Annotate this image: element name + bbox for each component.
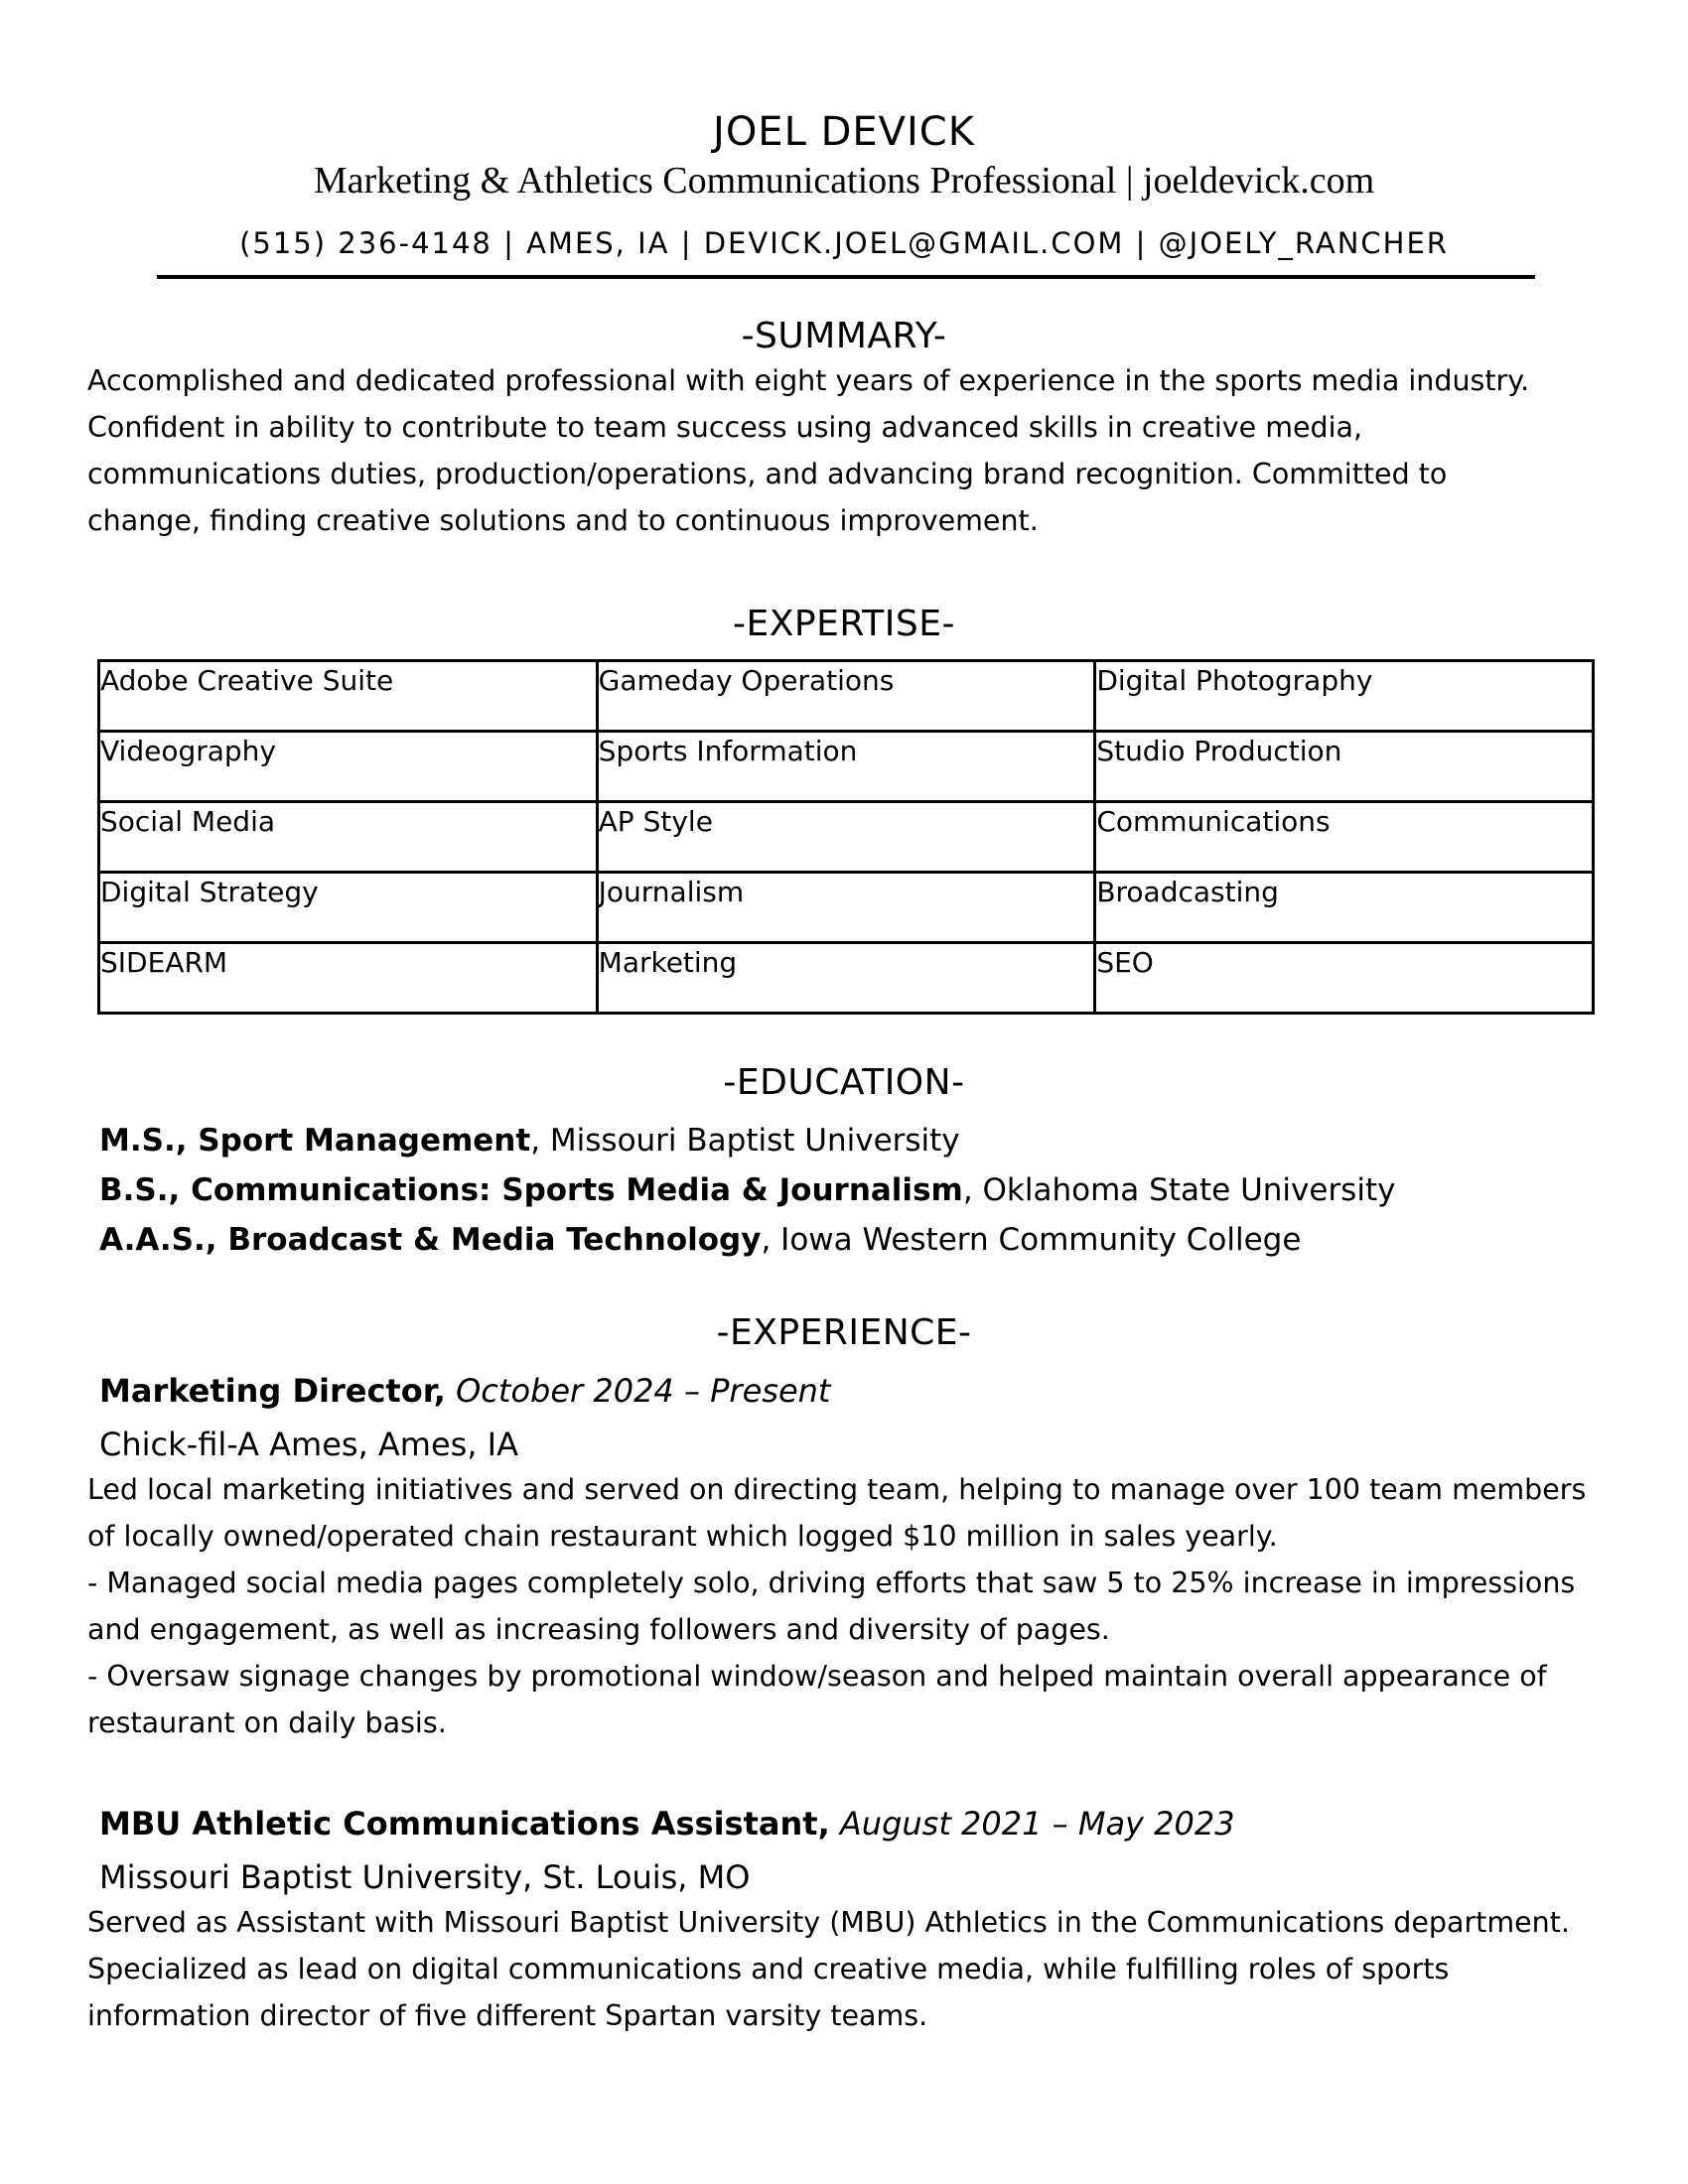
education-entry bbox=[99, 1116, 1628, 1165]
job-description bbox=[87, 1466, 1617, 1746]
table-cell: SIDEARM bbox=[99, 943, 598, 1014]
job-title bbox=[99, 1372, 1628, 1410]
job-line: and engagement, as well as increasing followers and diversity of pages. bbox=[87, 1613, 1110, 1646]
table-cell: Digital Photography bbox=[1095, 661, 1594, 732]
table-cell: Communications bbox=[1095, 802, 1594, 873]
experience-heading: -EXPERIENCE- bbox=[716, 1312, 972, 1353]
job-line: Served as Assistant with Missouri Baptist University (MBU) Athletics in the Communications department. bbox=[87, 1906, 1570, 1939]
degree: A.A.S., Broadcast & Media Technology bbox=[99, 1222, 762, 1258]
table-cell: Gameday Operations bbox=[597, 661, 1095, 732]
expertise-heading: -EXPERTISE- bbox=[733, 604, 955, 644]
school: , Oklahoma State University bbox=[962, 1172, 1396, 1208]
table-cell: Social Media bbox=[99, 802, 598, 873]
table-cell: Videography bbox=[99, 732, 598, 802]
summary-heading: -SUMMARY- bbox=[741, 316, 947, 356]
job-line: - Oversaw signage changes by promotional window/season and helped maintain overall appearance of bbox=[87, 1660, 1547, 1693]
table-cell: SEO bbox=[1095, 943, 1594, 1014]
job-role: Marketing Director, bbox=[99, 1372, 446, 1410]
table-cell: Adobe Creative Suite bbox=[99, 661, 598, 732]
job-line: - Managed social media pages completely solo, driving efforts that saw 5 to 25% increase in impressions bbox=[87, 1567, 1576, 1599]
resume-tagline: Marketing & Athletics Communications Professional | joeldevick.com bbox=[313, 160, 1375, 202]
degree: B.S., Communications: Sports Media & Journalism bbox=[99, 1172, 963, 1208]
degree: M.S., Sport Management bbox=[99, 1123, 531, 1159]
education-heading: -EDUCATION- bbox=[723, 1062, 965, 1103]
table-row bbox=[99, 661, 1594, 732]
job-organization: Chick-fil-A Ames, Ames, IA bbox=[99, 1426, 518, 1463]
job-organization: Missouri Baptist University, St. Louis, MO bbox=[99, 1858, 751, 1896]
summary-text bbox=[87, 357, 1617, 544]
job-line: Led local marketing initiatives and served on directing team, helping to manage over 100 team members bbox=[87, 1473, 1587, 1506]
education-list bbox=[99, 1116, 1628, 1265]
resume-name: JOEL DEVICK bbox=[713, 109, 975, 155]
job-dates: October 2024 – Present bbox=[445, 1372, 831, 1410]
contact-line: (515) 236-4148 | AMES, IA | DEVICK.JOEL@GMAIL.COM | @JOELY_RANCHER bbox=[239, 226, 1449, 260]
summary-line: communications duties, production/operations, and advancing brand recognition. Committed to bbox=[87, 458, 1448, 490]
table-row bbox=[99, 873, 1594, 943]
job-description bbox=[87, 1899, 1617, 2039]
expertise-table bbox=[97, 659, 1595, 1015]
table-cell: Sports Information bbox=[597, 732, 1095, 802]
header-divider bbox=[157, 275, 1535, 279]
table-row bbox=[99, 732, 1594, 802]
table-cell: AP Style bbox=[597, 802, 1095, 873]
summary-line: Accomplished and dedicated professional with eight years of experience in the sports media industry. bbox=[87, 364, 1530, 397]
job-title bbox=[99, 1805, 1628, 1843]
table-cell: Digital Strategy bbox=[99, 873, 598, 943]
job-line: restaurant on daily basis. bbox=[87, 1706, 447, 1739]
table-cell: Broadcasting bbox=[1095, 873, 1594, 943]
table-row bbox=[99, 802, 1594, 873]
job-dates: August 2021 – May 2023 bbox=[829, 1805, 1235, 1843]
job-role: MBU Athletic Communications Assistant, bbox=[99, 1805, 830, 1843]
school: , Missouri Baptist University bbox=[530, 1123, 960, 1159]
job-line: of locally owned/operated chain restaurant which logged $10 million in sales yearly. bbox=[87, 1520, 1278, 1553]
summary-line: Confident in ability to contribute to team success using advanced skills in creative media, bbox=[87, 411, 1363, 444]
job-line: Specialized as lead on digital communications and creative media, while fulfilling roles of sports bbox=[87, 1953, 1450, 1985]
education-entry bbox=[99, 1215, 1628, 1265]
education-entry bbox=[99, 1165, 1628, 1215]
table-cell: Journalism bbox=[597, 873, 1095, 943]
table-cell: Marketing bbox=[597, 943, 1095, 1014]
job-line: information director of five different Spartan varsity teams. bbox=[87, 1999, 928, 2032]
summary-line: change, finding creative solutions and to continuous improvement. bbox=[87, 504, 1039, 537]
table-row bbox=[99, 943, 1594, 1014]
school: , Iowa Western Community College bbox=[761, 1222, 1302, 1258]
table-cell: Studio Production bbox=[1095, 732, 1594, 802]
